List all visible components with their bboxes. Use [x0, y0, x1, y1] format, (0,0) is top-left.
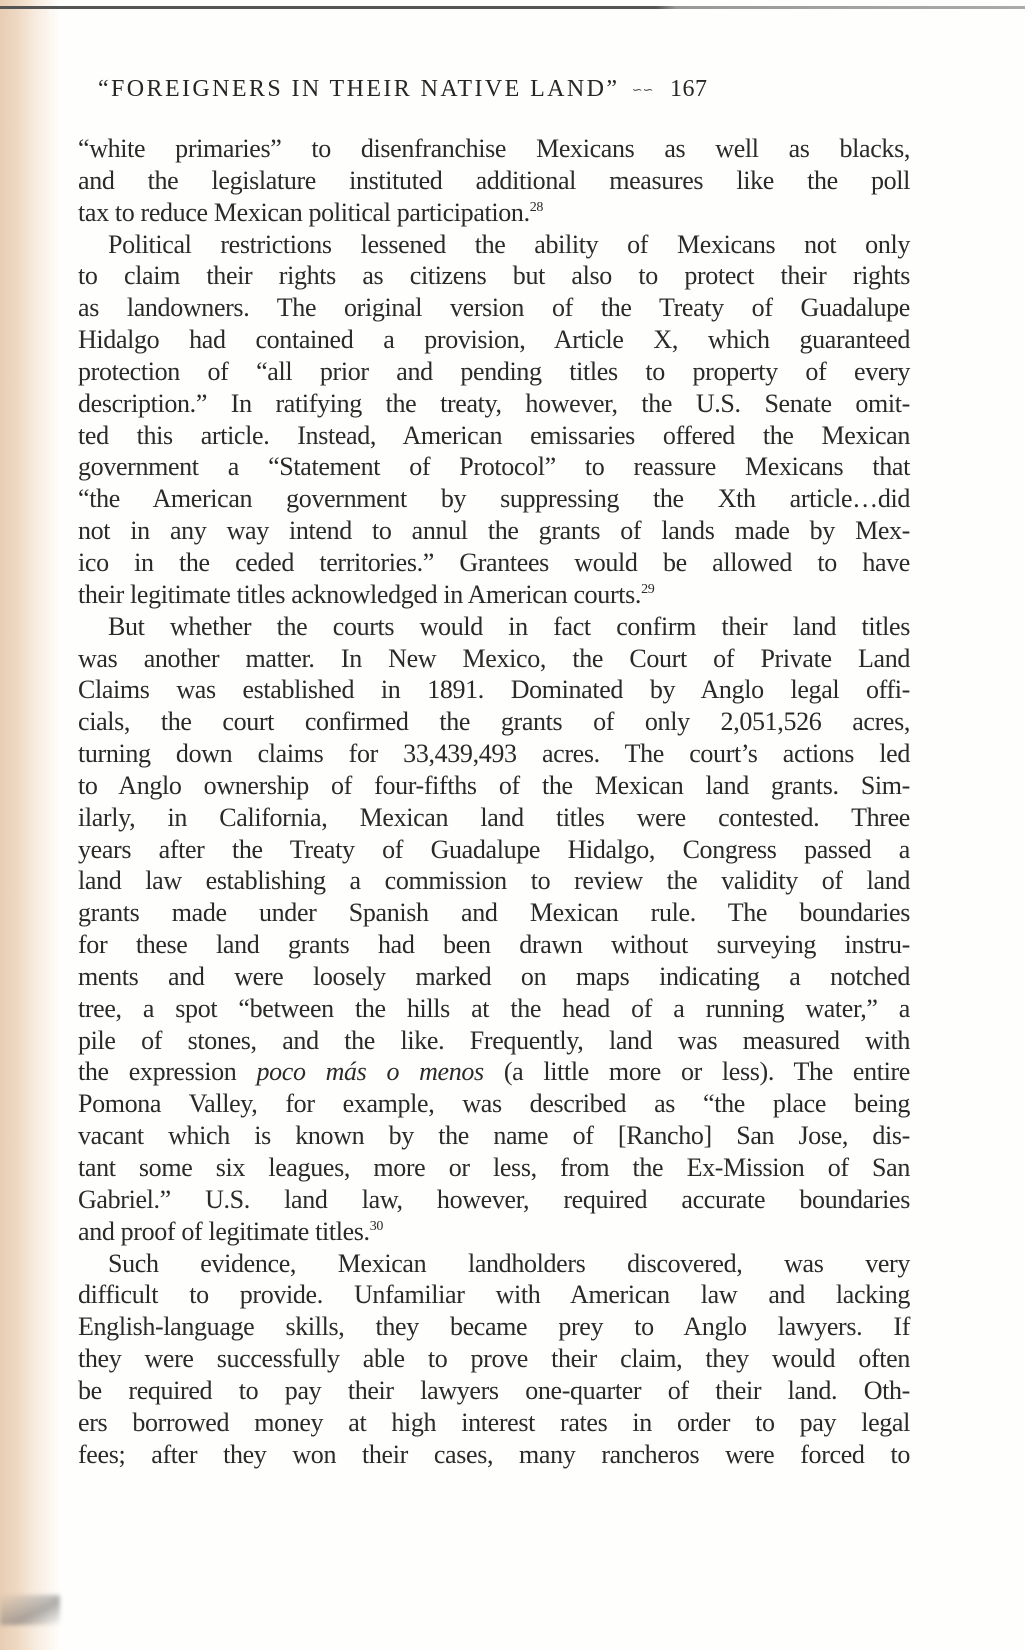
- text-run: grants made under Spanish and Mexican rule. The boundaries: [78, 898, 910, 928]
- text-line: [78, 611, 910, 643]
- text-line: [78, 802, 910, 834]
- text-run: be required to pay their lawyers one-quarter of their land. Oth-: [78, 1375, 910, 1405]
- text-line: [78, 897, 910, 929]
- text-line: [78, 229, 910, 261]
- italic-phrase: poco más o menos: [256, 1057, 484, 1087]
- text-line: [78, 865, 910, 897]
- text-line: [78, 356, 910, 388]
- text-line: [78, 706, 910, 738]
- text-line: [78, 674, 910, 706]
- text-run: to Anglo ownership of four-fifths of the Mexican land grants. Sim-: [78, 770, 910, 800]
- ornament-icon: ∽∽: [631, 82, 654, 98]
- text-run: description.” In ratifying the treaty, however, the U.S. Senate omit-: [78, 388, 910, 418]
- text-run: land law establishing a commission to review the validity of land: [78, 866, 910, 896]
- text-run: ico in the ceded territories.” Grantees would be allowed to have: [78, 547, 910, 577]
- text-run: protection of “all prior and pending titles to property of every: [78, 356, 910, 386]
- body-text: [78, 133, 910, 1470]
- text-run: (a little more or less). The entire: [483, 1057, 910, 1087]
- text-line: [78, 1152, 910, 1184]
- text-run: Claims was established in 1891. Dominated by Anglo legal offi-: [78, 675, 910, 705]
- text-line: [78, 1088, 910, 1120]
- text-run: English-language skills, they became prey to Anglo lawyers. If: [78, 1312, 910, 1342]
- text-line: [78, 324, 910, 356]
- text-run: pile of stones, and the like. Frequently, land was measured with: [78, 1025, 910, 1055]
- page-corner-shadow: [0, 1595, 60, 1625]
- text-run: the expression: [78, 1057, 257, 1087]
- text-line: [78, 1056, 910, 1088]
- text-run: to claim their rights as citizens but also to protect their rights: [78, 261, 910, 291]
- text-run: ments and were loosely marked on maps indicating a notched: [78, 961, 910, 991]
- text-run: and the legislature instituted additional measures like the poll: [78, 165, 910, 195]
- text-line: [78, 834, 910, 866]
- text-line: [78, 133, 910, 165]
- text-line: [78, 1407, 910, 1439]
- text-run: was another matter. In New Mexico, the Court of Private Land: [78, 643, 910, 673]
- text-run: ers borrowed money at high interest rates in order to pay legal: [78, 1407, 910, 1437]
- text-run: not in any way intend to annul the grants of lands made by Mex-: [78, 516, 910, 546]
- text-line: [78, 547, 910, 579]
- text-line: [78, 515, 910, 547]
- text-line: [78, 1216, 910, 1248]
- text-line: [78, 1343, 910, 1375]
- text-run: turning down claims for 33,439,493 acres. The court’s actions led: [78, 739, 910, 769]
- text-line: [78, 1120, 910, 1152]
- text-run: tax to reduce Mexican political participation.: [78, 197, 530, 227]
- text-run: years after the Treaty of Guadalupe Hidalgo, Congress passed a: [78, 834, 910, 864]
- text-run: Gabriel.” U.S. land law, however, required accurate boundaries: [78, 1184, 910, 1214]
- text-line: [78, 420, 910, 452]
- text-run: and proof of legitimate titles.: [78, 1216, 370, 1246]
- text-run: cials, the court confirmed the grants of only 2,051,526 acres,: [78, 707, 910, 737]
- text-run: ilarly, in California, Mexican land titles were contested. Three: [78, 802, 910, 832]
- text-line: [78, 1439, 910, 1471]
- running-head-title: “FOREIGNERS IN THEIR NATIVE LAND”: [98, 76, 620, 102]
- text-run: Such evidence, Mexican landholders discovered, was very: [108, 1248, 910, 1278]
- text-run: tree, a spot “between the hills at the head of a running water,” a: [78, 993, 910, 1023]
- text-line: [78, 929, 910, 961]
- text-run: Pomona Valley, for example, was described as “the place being: [78, 1089, 910, 1119]
- text-line: [78, 993, 910, 1025]
- footnote-marker: 28: [529, 199, 544, 215]
- text-run: government a “Statement of Protocol” to reassure Mexicans that: [78, 452, 910, 482]
- text-line: [78, 388, 910, 420]
- text-run: But whether the courts would in fact confirm their land titles: [108, 611, 910, 641]
- text-line: [78, 197, 910, 229]
- text-line: [78, 1184, 910, 1216]
- text-run: their legitimate titles acknowledged in American courts.: [78, 579, 642, 609]
- text-line: [78, 1279, 910, 1311]
- text-line: [78, 292, 910, 324]
- text-line: [78, 483, 910, 515]
- text-run: as landowners. The original version of the Treaty of Guadalupe: [78, 293, 910, 323]
- text-run: “white primaries” to disenfranchise Mexicans as well as blacks,: [78, 134, 910, 163]
- text-run: they were successfully able to prove their claim, they would often: [78, 1344, 910, 1374]
- text-run: for these land grants had been drawn without surveying instru-: [78, 930, 910, 960]
- page-edge-binding-shade: [0, 0, 60, 1650]
- top-scan-rule: [0, 6, 1025, 9]
- text-line: [78, 770, 910, 802]
- text-line: [78, 1311, 910, 1343]
- text-line: [78, 451, 910, 483]
- text-run: Political restrictions lessened the ability of Mexicans not only: [108, 229, 910, 259]
- text-line: [78, 165, 910, 197]
- text-run: vacant which is known by the name of [Rancho] San Jose, dis-: [78, 1121, 910, 1151]
- running-head: [98, 76, 898, 110]
- footnote-marker: 29: [641, 581, 655, 597]
- text-line: [78, 260, 910, 292]
- text-line: [78, 1025, 910, 1057]
- text-run: fees; after they won their cases, many rancheros were forced to: [78, 1439, 910, 1469]
- text-run: “the American government by suppressing the Xth article…did: [78, 484, 910, 514]
- text-run: difficult to provide. Unfamiliar with American law and lacking: [78, 1280, 910, 1310]
- text-line: [78, 738, 910, 770]
- text-line: [78, 643, 910, 675]
- page-number: 167: [669, 76, 708, 102]
- text-run: Hidalgo had contained a provision, Article X, which guaranteed: [78, 325, 910, 355]
- text-line: [78, 579, 910, 611]
- text-line: [78, 1375, 910, 1407]
- text-line: [78, 1248, 910, 1280]
- text-run: tant some six leagues, more or less, from the Ex-Mission of San: [78, 1153, 910, 1182]
- footnote-marker: 30: [369, 1218, 383, 1234]
- text-run: ted this article. Instead, American emissaries offered the Mexican: [78, 420, 910, 450]
- text-line: [78, 961, 910, 993]
